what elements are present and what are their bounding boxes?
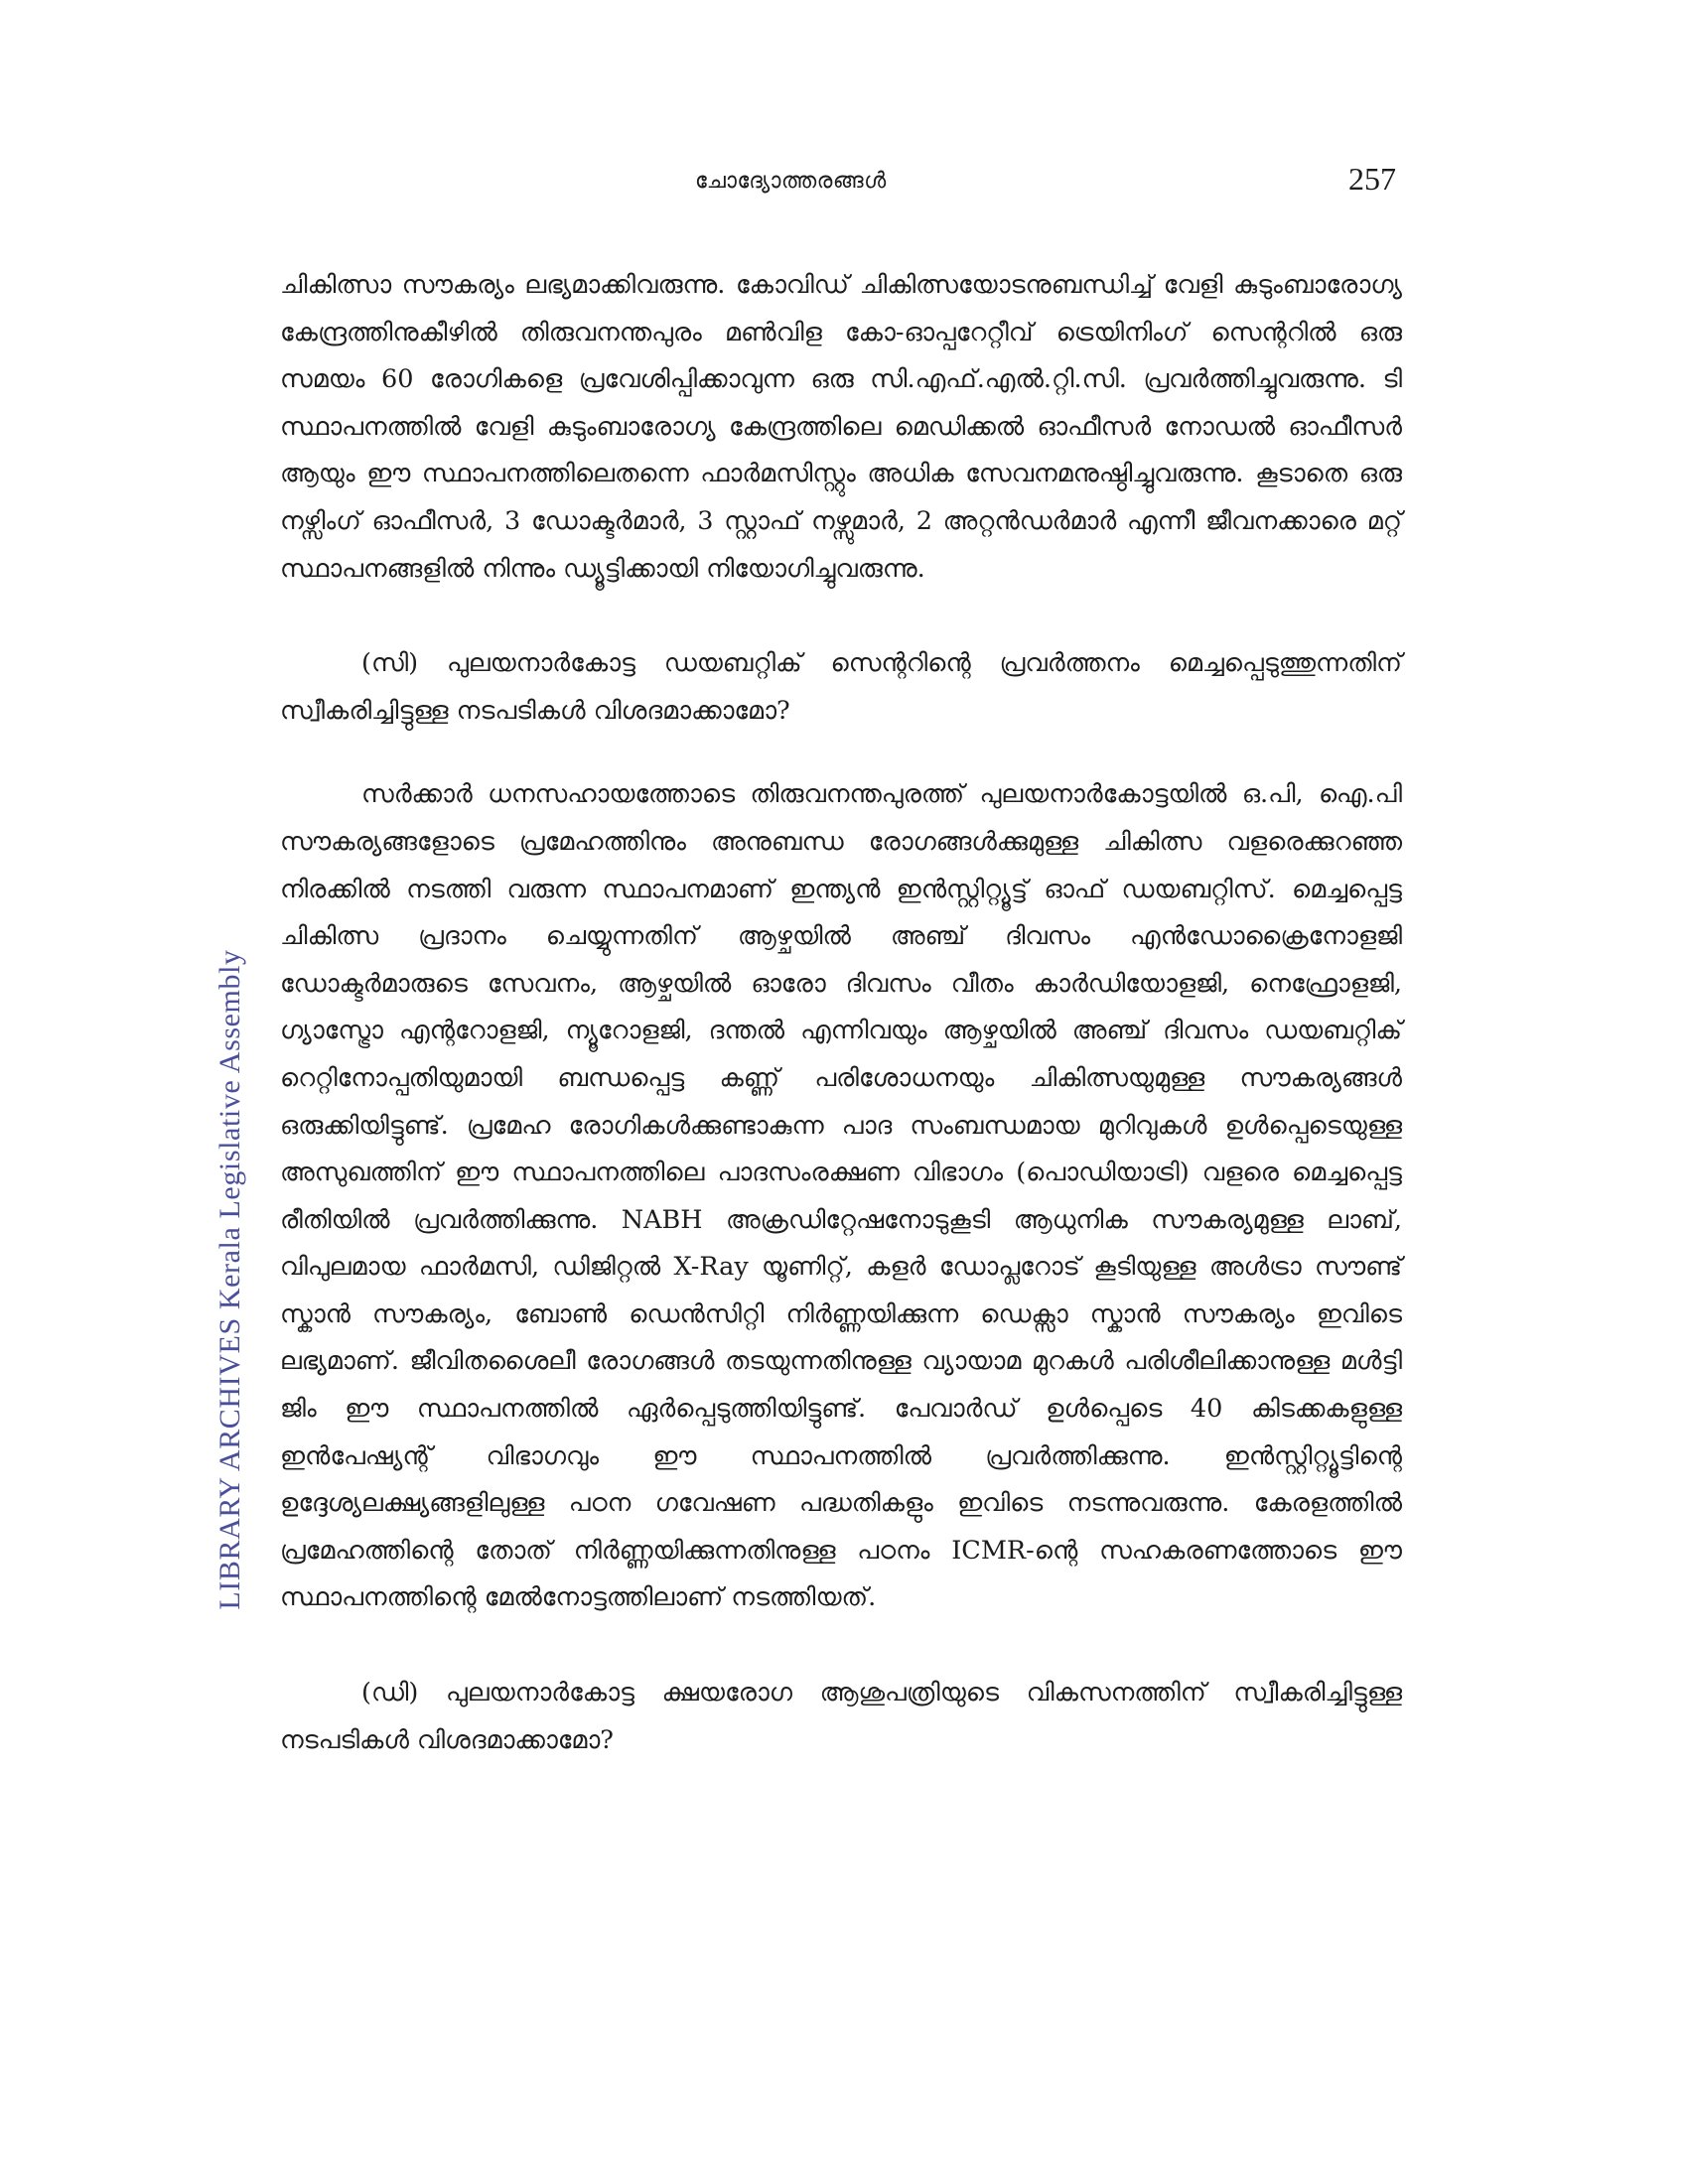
question-d: (ഡി) പുലയനാർകോട്ട ക്ഷയരോഗ ആശുപത്രിയുടെ വികസനത്തിന് സ്വീകരിച്ചിട്ടുള്ള നടപടികൾ വിശദമാക്കാമോ? (280, 1678, 1402, 1755)
watermark-text: LIBRARY ARCHIVES Kerala Legislative Assembly (213, 949, 246, 1610)
page-number: 257 (1348, 161, 1396, 197)
running-title: ചോദ്യോത്തരങ്ങൾ (695, 169, 887, 194)
question-c: (സി) പുലയനാർകോട്ട ഡയബറ്റിക് സെന്ററിന്റെ പ്രവർത്തനം മെച്ചപ്പെടുത്തുന്നതിന് സ്വീകരിച്ചിട്ടുള്ള നടപടികൾ വിശദമാക്കാമോ? (280, 648, 1402, 726)
paragraph-answer-continued: ചികിത്സാ സൗകര്യം ലഭ്യമാക്കിവരുന്നു. കോവിഡ് ചികിത്സയോടനുബന്ധിച്ച് വേളി കുടുംബാരോഗ്യ കേന്ദ്രത്തിനുകീഴിൽ തിരുവനന്തപുരം മൺവിള കോ-ഓപ്പറേറ്റീവ് ട്രെയിനിംഗ് സെന്ററിൽ ഒരു സമയം 60 രോഗികളെ പ്രവേശിപ്പിക്കാവുന്ന ഒരു സി.എഫ്.എൽ.റ്റി.സി. പ്രവർത്തിച്ചുവരുന്നു. ടി സ്ഥാപനത്തിൽ വേളി കുടുംബാരോഗ്യ കേന്ദ്രത്തിലെ മെഡിക്കൽ ഓഫീസർ നോഡൽ ഓഫീസർ ആയും ഈ സ്ഥാപനത്തിലെതന്നെ ഫാർമസിസ്റ്റും അധിക സേവനമനുഷ്ഠിച്ചുവരുന്നു. കൂടാതെ ഒരു നഴ്സിംഗ് ഓഫീസർ, 3 ഡോക്ടർമാർ, 3 സ്റ്റാഫ് നഴ്സുമാർ, 2 അറ്റൻഡർമാർ എന്നീ ജീവനക്കാരെ മറ്റ് സ്ഥാപനങ്ങളിൽ നിന്നും ഡ്യൂട്ടിക്കായി നിയോഗിച്ചുവരുന്നു. (280, 270, 1402, 584)
answer-c: സർക്കാർ ധനസഹായത്തോടെ തിരുവനന്തപുരത്ത് പുലയനാർകോട്ടയിൽ ഒ.പി, ഐ.പി സൗകര്യങ്ങളോടെ പ്രമേഹത്തിനും അനുബന്ധ രോഗങ്ങൾക്കുമുള്ള ചികിത്സ വളരെക്കുറഞ്ഞ നിരക്കിൽ നടത്തി വരുന്ന സ്ഥാപനമാണ് ഇന്ത്യൻ ഇൻസ്റ്റിറ്റ്യൂട്ട് ഓഫ് ഡയബറ്റിസ്. മെച്ചപ്പെട്ട ചികിത്സ പ്രദാനം ചെയ്യുന്നതിന് ആഴ്ചയിൽ അഞ്ച് ദിവസം എൻഡോക്രൈനോളജി ഡോക്ടർമാരുടെ സേവനം, ആഴ്ചയിൽ ഓരോ ദിവസം വീതം കാർഡിയോളജി, നെഫ്രോളജി, ഗ്യാസ്ട്രോ എന്ററോളജി, ന്യൂറോളജി, ദന്തൽ എന്നിവയും ആഴ്ചയിൽ അഞ്ച് ദിവസം ഡയബറ്റിക് റെറ്റിനോപ്പതിയുമായി ബന്ധപ്പെട്ട കണ്ണ് പരിശോധനയും ചികിത്സയുമുള്ള സൗകര്യങ്ങൾ ഒരുക്കിയിട്ടുണ്ട്. പ്രമേഹ രോഗികൾക്കുണ്ടാകുന്ന പാദ സംബന്ധമായ മുറിവുകൾ ഉൾപ്പെടെയുള്ള അസുഖത്തിന് ഈ സ്ഥാപനത്തിലെ പാദസംരക്ഷണ വിഭാഗം (പൊഡിയാട്രി) വളരെ മെച്ചപ്പെട്ട രീതിയിൽ പ്രവർത്തിക്കുന്നു. NABH അക്രഡിറ്റേഷനോടുകൂടി ആധുനിക സൗകര്യമുള്ള ലാബ്, വിപുലമായ ഫാർമസി, ഡിജിറ്റൽ X-Ray യൂണിറ്റ്, കളർ ഡോപ്ലറോട് കൂടിയുള്ള അൾട്രാ സൗണ്ട് സ്കാൻ സൗകര്യം, ബോൺ ഡെൻസിറ്റി നിർണ്ണയിക്കുന്ന ഡെക്സാ സ്കാൻ സൗകര്യം ഇവിടെ ലഭ്യമാണ്. ജീവിതശൈലീ രോഗങ്ങൾ തടയുന്നതിനുള്ള വ്യായാമ മുറകൾ പരിശീലിക്കാനുള്ള മൾട്ടി ജിം ഈ സ്ഥാപനത്തിൽ ഏർപ്പെടുത്തിയിട്ടുണ്ട്. പേവാർഡ് ഉൾപ്പെടെ 40 കിടക്കകളുള്ള ഇൻപേഷ്യന്റ് വിഭാഗവും ഈ സ്ഥാപനത്തിൽ പ്രവർത്തിക്കുന്നു. ഇൻസ്റ്റിറ്റ്യൂട്ടിന്റെ ഉദ്ദേശ്യലക്ഷ്യങ്ങളിലുള്ള പഠന ഗവേഷണ പദ്ധതികളും ഇവിടെ നടന്നുവരുന്നു. കേരളത്തിൽ പ്രമേഹത്തിന്റെ തോത് നിർണ്ണയിക്കുന്നതിനുള്ള പഠനം ICMR-ന്റെ സഹകരണത്തോടെ ഈ സ്ഥാപനത്തിന്റെ മേൽനോട്ടത്തിലാണ് നടത്തിയത്. (280, 779, 1402, 1613)
document-body (280, 262, 1402, 1764)
